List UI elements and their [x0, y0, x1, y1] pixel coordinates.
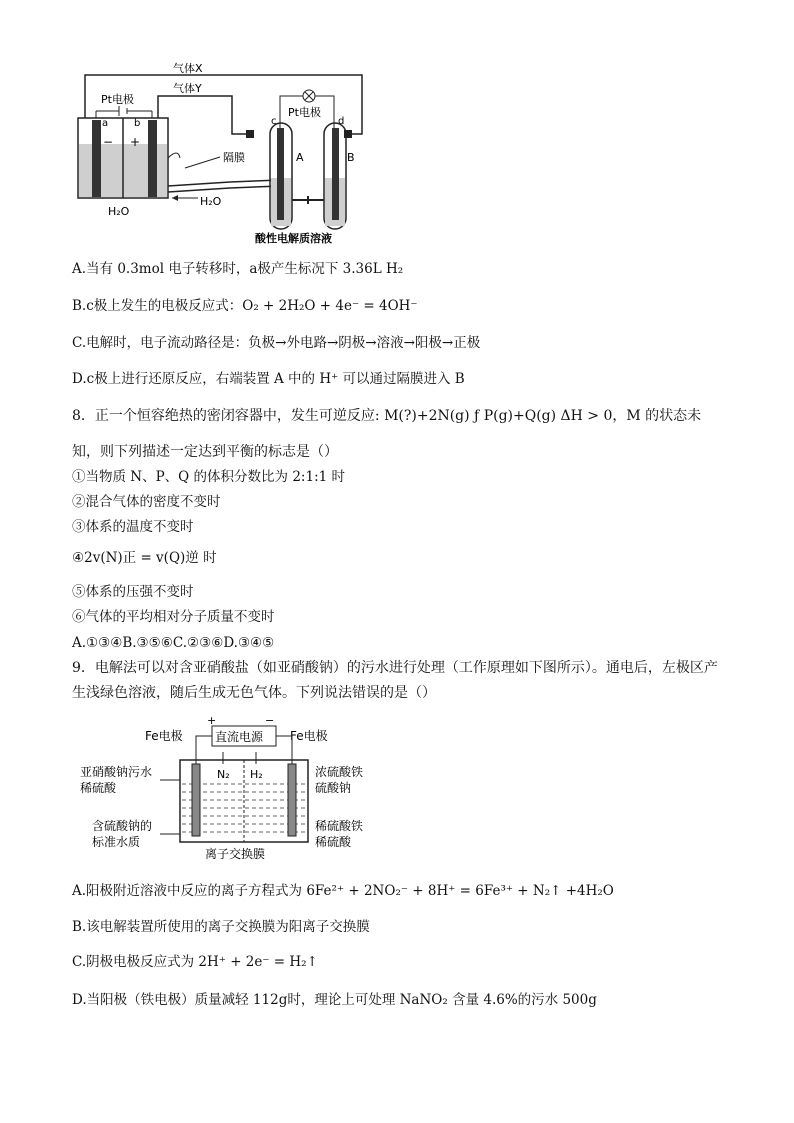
outflow-right-1: 浓硫酸铁 — [315, 765, 364, 779]
water-arrow-label: H₂O — [200, 195, 222, 208]
q8-item-5: ⑤体系的压强不变时 — [72, 584, 194, 600]
q8-options: A.①③④B.③⑤⑥C.②③⑥D.③④⑤ — [72, 635, 275, 651]
fe-electrode-label-right: Fe电极 — [290, 729, 328, 743]
q7-option-b: B.c极上发生的电极反应式：O₂ + 2H₂O + 4e⁻ = 4OH⁻ — [72, 298, 418, 314]
minus-sign: − — [103, 135, 114, 149]
q8-stem-line1: 8．正一个恒容绝热的密闭容器中，发生可逆反应: M(?)+2N(g) ƒ P(g)+Q(g) ΔH > 0，M 的状态未 — [72, 408, 702, 424]
ion-exchange-membrane-label: 离子交换膜 — [205, 847, 266, 861]
q8-stem-line2: 知，则下列描述一定达到平衡的标志是（） — [72, 444, 338, 460]
inflow-right-1: 稀硫酸铁 — [315, 819, 364, 833]
q9-option-d: D.当阳极（铁电极）质量减轻 112g时，理论上可处理 NaNO₂ 含量 4.6%的污水 500g — [72, 992, 597, 1008]
outflow-left-1: 含硫酸钠的 — [92, 819, 153, 833]
plus-sign: + — [130, 135, 141, 149]
electrode-d-label: d — [338, 116, 345, 127]
minus-terminal: − — [265, 714, 275, 727]
gas-y-label: 气体Y — [173, 82, 202, 95]
outflow-left-2: 标准水质 — [92, 835, 141, 849]
tube-a-label: A — [296, 151, 304, 164]
q8-item-2: ②混合气体的密度不变时 — [72, 494, 221, 510]
electrode-a-label: a — [102, 118, 109, 129]
q7-option-c: C.电解时，电子流动路径是：负极→外电路→阴极→溶液→阳极→正极 — [72, 335, 481, 351]
q9-option-c: C.阴极电极反应式为 2H⁺ + 2e⁻ = H₂↑ — [72, 954, 318, 970]
electrolyte-label: 酸性电解质溶液 — [255, 232, 332, 245]
inflow-left-2: 稀硫酸 — [80, 781, 117, 795]
q7-option-d: D.c极上进行还原反应，右端装置 A 中的 H⁺ 可以通过隔膜进入 B — [72, 371, 465, 387]
q7-option-a: A.当有 0.3mol 电子转移时，a极产生标况下 3.36L H₂ — [72, 261, 404, 277]
n2-label: N₂ — [217, 768, 230, 781]
q9-option-a: A.阳极附近溶液中反应的离子方程式为 6Fe²⁺ + 2NO₂⁻ + 8H⁺ = 6Fe³⁺ + N₂↑ +4H₂O — [72, 883, 614, 899]
gas-x-label: 气体X — [173, 62, 203, 75]
inflow-right-2: 稀硫酸 — [315, 835, 352, 849]
h2-label: H₂ — [250, 768, 263, 781]
inflow-left-1: 亚硝酸钠污水 — [80, 765, 153, 779]
q9-stem-line2: 生浅绿色溶液，随后生成无色气体。下列说法错误的是（） — [72, 685, 436, 701]
electrode-b-label: b — [134, 118, 141, 129]
q9-option-b: B.该电解装置所使用的离子交换膜为阳离子交换膜 — [72, 919, 370, 935]
nitrite-electrolysis-diagram — [72, 712, 372, 864]
electrolysis-fuel-cell-diagram — [70, 58, 370, 248]
q8-item-4: ④2v(N)正 = v(Q)逆 时 — [72, 550, 217, 566]
dc-power-label: 直流电源 — [215, 730, 264, 744]
fe-electrode-label-left: Fe电极 — [145, 729, 183, 743]
membrane-label: 隔膜 — [223, 151, 245, 164]
water-label-left: H₂O — [108, 205, 130, 218]
q8-item-3: ③体系的温度不变时 — [72, 519, 194, 535]
q8-item-6: ⑥气体的平均相对分子质量不变时 — [72, 609, 275, 625]
outflow-right-2: 硫酸钠 — [315, 781, 352, 795]
pt-electrode-label-left: Pt电极 — [101, 93, 134, 106]
electrode-c-label: c — [271, 116, 277, 127]
plus-terminal: + — [207, 714, 217, 727]
q9-stem-line1: 9．电解法可以对含亚硝酸盐（如亚硝酸钠）的污水进行处理（工作原理如下图所示）。通电后，左极区产 — [72, 660, 718, 676]
q8-item-1: ①当物质 N、P、Q 的体积分数比为 2:1:1 时 — [72, 469, 345, 485]
pt-electrode-label-right: Pt电极 — [288, 106, 321, 119]
tube-b-label: B — [347, 151, 355, 164]
